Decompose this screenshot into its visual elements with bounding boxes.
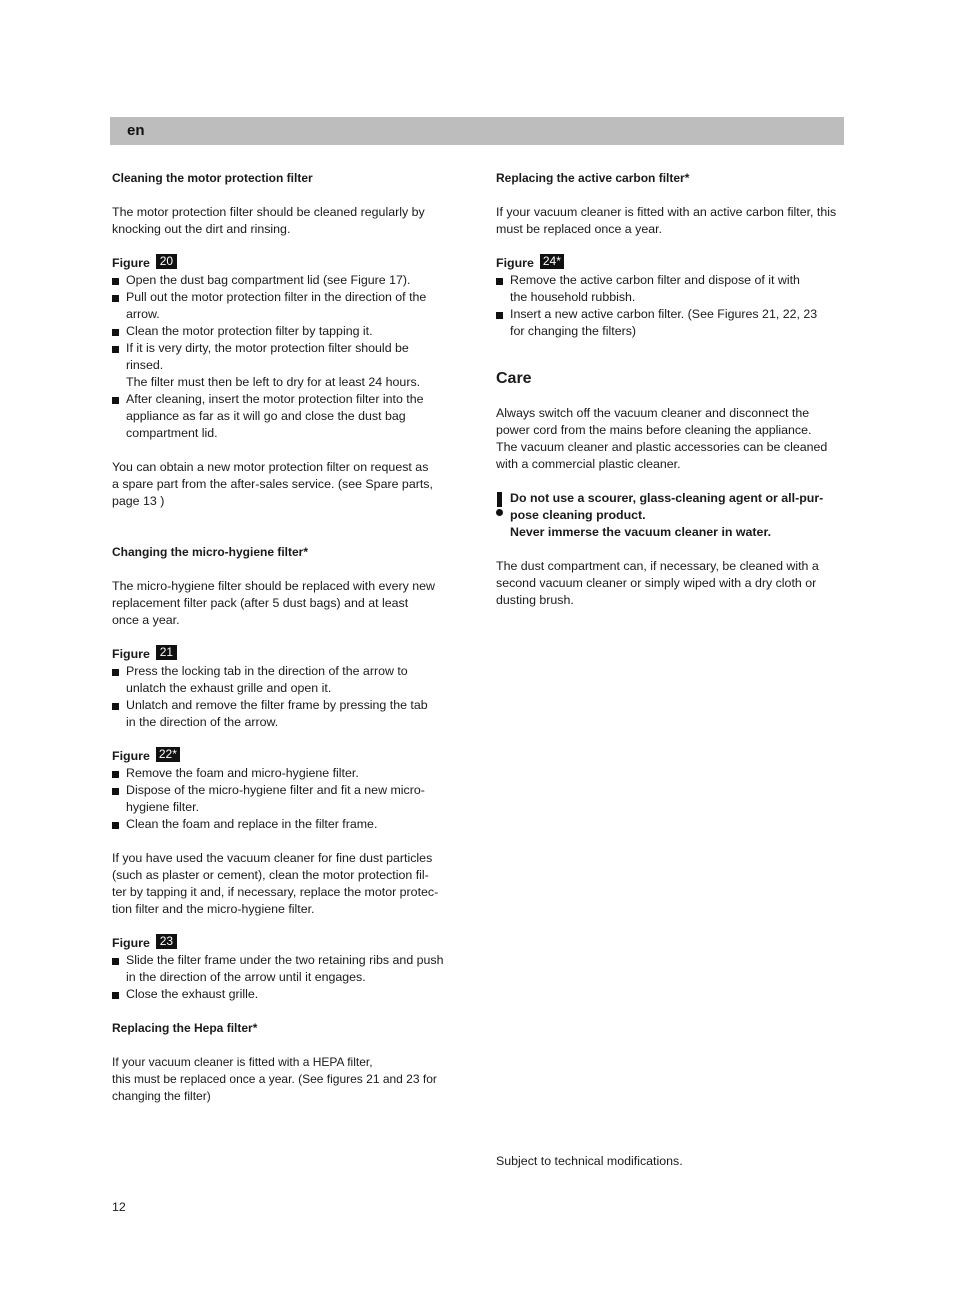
care-intro: Always switch off the vacuum cleaner and disconnect the power cord from the mains before cleaning the appliance. The vacuum cleaner and plastic accessories can be cleaned with a commercial plastic cleaner. [496,406,828,471]
motor-filter-intro: The motor protection filter should be cleaned regularly by knocking out the dirt and rinsing. [112,205,425,236]
motor-filter-heading: Cleaning the motor protection filter [112,171,313,185]
list-item: Remove the foam and micro-hygiene filter. [112,765,458,782]
figure-20-label: Figure 20 [112,255,458,272]
right-column [496,170,844,609]
figure-24-label: Figure 24* [496,255,844,272]
figure-22-label: Figure 22* [112,748,458,765]
micro-filter-heading: Changing the micro-hygiene filter* [112,545,309,559]
list-item: Pull out the motor protection filter in the direction of the arrow. [112,289,458,323]
list-item: Clean the foam and replace in the filter frame. [112,816,458,833]
figure-number-badge: 20 [156,254,177,269]
drying-note: The filter must then be left to dry for at least 24 hours. [126,375,421,389]
hepa-filter-text: If your vacuum cleaner is fitted with a HEPA filter, this must be replaced once a year. (See figures 21 and 23 for changing the filter) [112,1055,437,1103]
carbon-filter-intro: If your vacuum cleaner is fitted with an active carbon filter, this must be replaced once a year. [496,205,837,236]
figure-number-badge: 22* [156,747,180,762]
list-item: Slide the filter frame under the two retaining ribs and push in the direction of the arrow until it engages. [112,952,458,986]
figure-21-steps [112,663,458,731]
left-column [112,170,458,1105]
carbon-filter-steps [496,272,844,340]
spare-part-note: You can obtain a new motor protection filter on request as a spare part from the after-sales service. (see Spare parts, page 13 ) [112,460,433,508]
technical-modifications-note: Subject to technical modifications. [496,1154,683,1168]
dust-compartment-note: The dust compartment can, if necessary, be cleaned with a second vacuum cleaner or simply wiped with a dry cloth or dusting brush. [496,559,819,607]
list-item: Dispose of the micro-hygiene filter and fit a new micro- hygiene filter. [112,782,458,816]
list-item: Clean the motor protection filter by tapping it. [112,323,458,340]
list-item: After cleaning, insert the motor protection filter into the appliance as far as it will go and close the dust bag compartment lid. [112,391,458,442]
list-item: Unlatch and remove the filter frame by pressing the tab in the direction of the arrow. [112,697,458,731]
motor-filter-steps [112,272,458,374]
care-warning: Do not use a scourer, glass-cleaning agent or all-pur- pose cleaning product. Never immerse the vacuum cleaner in water. [496,490,844,541]
language-header-bar [110,117,844,145]
exclamation-icon [496,492,503,518]
figure-23-steps [112,952,458,1003]
figure-number-badge: 23 [156,934,177,949]
carbon-filter-heading: Replacing the active carbon filter* [496,171,690,185]
list-item: Remove the active carbon filter and dispose of it with the household rubbish. [496,272,844,306]
hepa-filter-heading: Replacing the Hepa filter* [112,1021,258,1035]
figure-22-steps [112,765,458,833]
page-number: 12 [112,1200,126,1214]
list-item: Press the locking tab in the direction of the arrow to unlatch the exhaust grille and open it. [112,663,458,697]
fine-dust-note: If you have used the vacuum cleaner for fine dust particles (such as plaster or cement), clean the motor protection fil- ter by tapping it and, if necessary, replace the motor protec- tion filter and the micro-hygiene filter. [112,851,439,916]
figure-21-label: Figure 21 [112,646,458,663]
language-code: en [127,122,145,139]
micro-filter-intro: The micro-hygiene filter should be replaced with every new replacement filter pack (after 5 dust bags) and at least once a year. [112,579,436,627]
figure-number-badge: 24* [540,254,564,269]
list-item: Close the exhaust grille. [112,986,458,1003]
figure-number-badge: 21 [156,645,177,660]
list-item: Insert a new active carbon filter. (See Figures 21, 22, 23 for changing the filters) [496,306,844,340]
list-item: Open the dust bag compartment lid (see Figure 17). [112,272,458,289]
figure-23-label: Figure 23 [112,935,458,952]
list-item: If it is very dirty, the motor protection filter should be rinsed. [112,340,458,374]
care-heading: Care [496,370,532,387]
